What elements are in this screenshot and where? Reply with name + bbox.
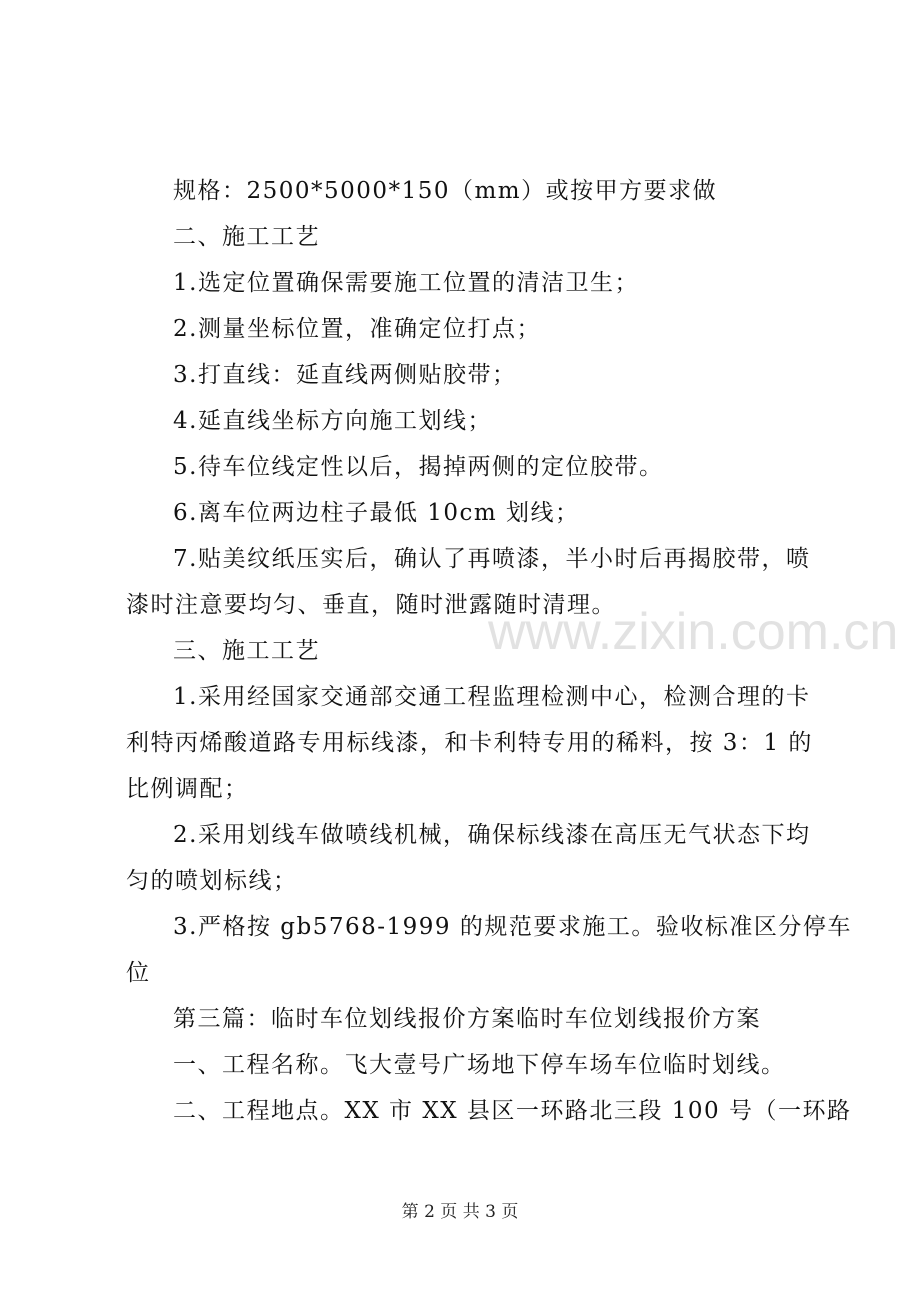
paragraph-line: 二、工程地点。XX 市 XX 县区一环路北三段 100 号（一环路 xyxy=(173,1098,852,1124)
paragraph-line: 1.采用经国家交通部交通工程监理检测中心，检测合理的卡 xyxy=(173,684,811,710)
paragraph-line: 比例调配； xyxy=(126,776,249,802)
paragraph-line: 4.延直线坐标方向施工划线； xyxy=(173,408,492,434)
paragraph-line: 5.待车位线定性以后，揭掉两侧的定位胶带。 xyxy=(173,454,664,480)
watermark: www.zixin.com.cn xyxy=(488,603,899,661)
section-heading: 二、施工工艺 xyxy=(173,224,320,250)
paragraph-line: 漆时注意要均匀、垂直，随时泄露随时清理。 xyxy=(126,592,616,618)
paragraph-line: 位 xyxy=(126,960,151,986)
paragraph-line: 3.严格按 gb5768-1999 的规范要求施工。验收标准区分停车 xyxy=(173,914,852,940)
paragraph-line: 6.离车位两边柱子最低 10cm 划线； xyxy=(173,500,580,526)
paragraph-line: 2.测量坐标位置，准确定位打点； xyxy=(173,316,541,342)
paragraph-line: 7.贴美纹纸压实后，确认了再喷漆，半小时后再揭胶带，喷 xyxy=(173,546,811,572)
page-number: 第 2 页 共 3 页 xyxy=(401,1202,519,1222)
spec-line: 规格：2500*5000*150（mm）或按甲方要求做 xyxy=(173,178,718,204)
paragraph-line: 匀的喷划标线； xyxy=(126,868,298,894)
section-heading: 三、施工工艺 xyxy=(173,638,320,664)
paragraph-line: 利特丙烯酸道路专用标线漆，和卡利特专用的稀料，按 3：1 的 xyxy=(126,730,813,756)
chapter-title: 第三篇：临时车位划线报价方案临时车位划线报价方案 xyxy=(173,1006,761,1032)
paragraph-line: 一、工程名称。飞大壹号广场地下停车场车位临时划线。 xyxy=(173,1052,786,1078)
paragraph-line: 2.采用划线车做喷线机械，确保标线漆在高压无气状态下均 xyxy=(173,822,811,848)
paragraph-line: 3.打直线：延直线两侧贴胶带； xyxy=(173,362,517,388)
paragraph-line: 1.选定位置确保需要施工位置的清洁卫生； xyxy=(173,270,639,296)
